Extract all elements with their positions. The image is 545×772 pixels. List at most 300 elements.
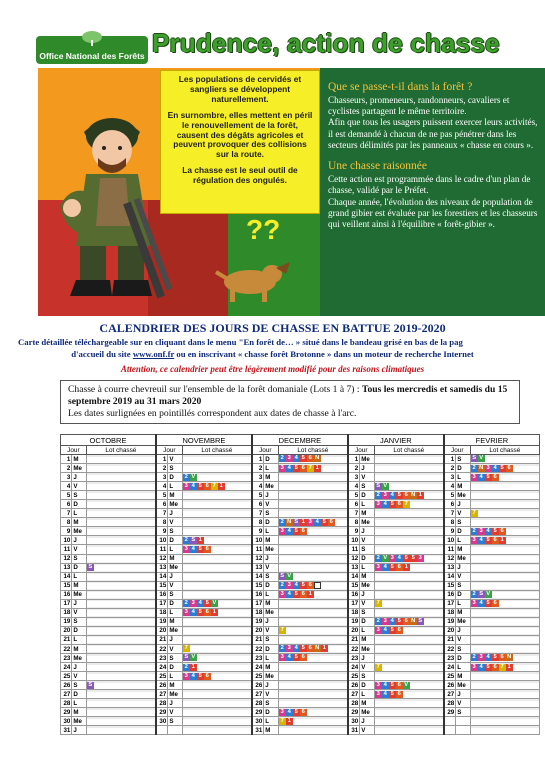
lot-marker: 7 <box>376 663 380 670</box>
lot-cell-group <box>278 482 348 491</box>
day-number: 11 <box>348 545 360 554</box>
day-number: 21 <box>156 635 168 644</box>
lot-marker: 2 <box>280 518 284 525</box>
day-letter: L <box>264 464 278 473</box>
day-number: 21 <box>61 635 72 644</box>
day-number: 1 <box>61 455 72 464</box>
day-letter: V <box>168 581 182 590</box>
day-number: 29 <box>156 708 168 717</box>
lot-cell-group <box>278 644 348 653</box>
day-number: 15 <box>444 581 456 590</box>
day-number: 28 <box>252 699 264 708</box>
lot-cell-group <box>182 491 252 500</box>
lot-cell-group <box>86 717 156 726</box>
lot-marker: N <box>507 654 512 661</box>
day-letter: S <box>264 635 278 644</box>
lot-marker: 7 <box>500 663 504 670</box>
day-letter: Me <box>360 455 374 464</box>
day-number: 19 <box>61 617 72 626</box>
day-letter: V <box>72 672 86 681</box>
lot-marker: 2 <box>184 663 188 670</box>
day-letter: M <box>360 572 374 581</box>
lot-marker: 4 <box>390 491 394 498</box>
day-letter: Me <box>456 617 470 626</box>
day-number: 11 <box>156 545 168 554</box>
lot-marker: 1 <box>219 482 223 489</box>
lot-marker: S <box>294 518 299 525</box>
day-number: 1 <box>156 455 168 464</box>
lot-marker: 3 <box>280 464 284 471</box>
lot-cell-group <box>86 455 156 464</box>
lot-marker: 3 <box>376 681 380 688</box>
lot-cell-group <box>470 455 539 464</box>
day-letter: S <box>72 554 86 563</box>
day-letter: V <box>72 608 86 617</box>
lot-cell-group <box>182 581 252 590</box>
day-number: 7 <box>61 509 72 518</box>
lot-marker: 3 <box>184 545 188 552</box>
day-number: 12 <box>252 554 264 563</box>
lot-cell-group <box>374 500 444 509</box>
lot-cell-group <box>182 563 252 572</box>
lot-cell-group <box>374 699 444 708</box>
day-letter: J <box>264 617 278 626</box>
day-number: 11 <box>61 545 72 554</box>
day-number: 26 <box>61 681 72 690</box>
day-letter: M <box>360 509 374 518</box>
lot-cell-group <box>182 717 252 726</box>
day-number: 2 <box>156 464 168 473</box>
lot-marker: 3 <box>184 609 188 616</box>
lot-marker: 4 <box>191 609 195 616</box>
lot-cell-group <box>182 509 252 518</box>
lot-marker: V <box>479 455 484 462</box>
lot-cell-group <box>374 635 444 644</box>
calendar-row <box>61 672 540 681</box>
day-number: 2 <box>444 464 456 473</box>
lot-marker: N <box>479 464 484 471</box>
lot-cell-group <box>182 699 252 708</box>
yellow-box-text-1: Les populations de cervidés et sangliers se développent naturellement. <box>178 74 302 104</box>
day-number: 30 <box>61 717 72 726</box>
day-number: 27 <box>444 690 456 699</box>
day-number: 25 <box>444 672 456 681</box>
lot-cell-group <box>374 708 444 717</box>
day-number: 6 <box>444 500 456 509</box>
lot-cell-group <box>278 455 348 464</box>
day-letter: S <box>168 717 182 726</box>
lot-cell-group <box>374 626 444 635</box>
lot-cell-group <box>470 708 539 717</box>
day-number: 9 <box>156 527 168 536</box>
day-number: 2 <box>252 464 264 473</box>
lot-marker: 1 <box>287 717 291 724</box>
day-letter <box>456 726 470 735</box>
day-number: 13 <box>252 563 264 572</box>
calendar-row <box>61 518 540 527</box>
lot-marker: S <box>418 618 423 625</box>
day-letter: M <box>168 681 182 690</box>
lot-marker: 2 <box>472 464 476 471</box>
day-number: 30 <box>348 717 360 726</box>
lot-marker: S <box>184 654 189 661</box>
day-letter: L <box>264 717 278 726</box>
day-number: 18 <box>156 608 168 617</box>
day-letter: L <box>456 599 470 608</box>
day-letter: J <box>72 663 86 672</box>
lot-marker: 3 <box>376 500 380 507</box>
day-number: 3 <box>61 473 72 482</box>
lot-marker: S <box>280 573 285 580</box>
day-number: 9 <box>444 527 456 536</box>
day-letter: J <box>360 717 374 726</box>
day-number: 17 <box>348 599 360 608</box>
lot-marker <box>314 582 321 589</box>
lot-marker: 5 <box>397 491 401 498</box>
day-number: 5 <box>61 491 72 500</box>
day-number: 16 <box>348 590 360 599</box>
day-number: 28 <box>156 699 168 708</box>
lot-cell-group <box>470 626 539 635</box>
lot-cell-group <box>182 644 252 653</box>
day-letter: S <box>456 518 470 527</box>
lot-cell-group <box>470 482 539 491</box>
day-number: 10 <box>252 536 264 545</box>
day-number: 19 <box>444 617 456 626</box>
day-number: 20 <box>61 626 72 635</box>
day-letter: J <box>72 599 86 608</box>
lot-cell-group <box>278 563 348 572</box>
day-number <box>444 726 456 735</box>
info-para-2: Afin que tous les usagers puissent exercer leurs activités, il est demandé à chacun de ne pas pénétrer dans les secteurs délimités par les panneaux « chasse en cours ». <box>328 117 538 150</box>
day-letter: Me <box>264 482 278 491</box>
day-letter: L <box>168 608 182 617</box>
lot-marker: 4 <box>493 464 497 471</box>
lot-marker: 5 <box>301 645 305 652</box>
day-letter: M <box>360 699 374 708</box>
day-letter: V <box>72 482 86 491</box>
lot-marker: 1 <box>212 609 216 616</box>
lot-marker: 5 <box>390 690 394 697</box>
day-letter: Me <box>72 590 86 599</box>
lot-cell-group <box>278 572 348 581</box>
day-letter: J <box>168 635 182 644</box>
lot-marker: S <box>88 681 93 688</box>
jour-header: Jour <box>348 446 374 455</box>
lot-cell-group <box>374 599 444 608</box>
lot-cell-group <box>86 572 156 581</box>
lot-marker: 4 <box>191 545 195 552</box>
lot-cell-group <box>374 681 444 690</box>
day-letter: D <box>168 663 182 672</box>
day-number: 10 <box>348 536 360 545</box>
day-number: 4 <box>252 482 264 491</box>
lot-marker: 4 <box>383 627 387 634</box>
day-number: 12 <box>61 554 72 563</box>
day-letter: S <box>72 491 86 500</box>
day-letter: V <box>456 699 470 708</box>
day-letter: D <box>264 644 278 653</box>
lot-cell-group <box>374 608 444 617</box>
lot-marker: 3 <box>287 582 291 589</box>
calendar-row <box>61 464 540 473</box>
onf-link[interactable]: www.onf.fr <box>132 349 175 359</box>
lot-marker: 6 <box>493 663 497 670</box>
lot-cell-group <box>182 482 252 491</box>
lot-cell-group <box>86 518 156 527</box>
lot-marker: S <box>88 564 93 571</box>
day-number: 23 <box>252 654 264 663</box>
day-number: 31 <box>252 726 264 735</box>
day-number: 24 <box>61 663 72 672</box>
lot-cell-group <box>86 527 156 536</box>
day-letter: L <box>360 626 374 635</box>
jour-header: Jour <box>61 446 87 455</box>
lot-marker: 4 <box>486 527 490 534</box>
day-number: 17 <box>156 599 168 608</box>
lot-marker: 6 <box>493 600 497 607</box>
lot-cell-group <box>182 455 252 464</box>
lot-marker: 4 <box>479 536 483 543</box>
lot-marker: S <box>376 482 381 489</box>
lot-cell-group <box>86 699 156 708</box>
lot-marker: 5 <box>198 672 202 679</box>
lot-cell-group <box>278 491 348 500</box>
lot-marker: 6 <box>404 618 408 625</box>
lot-cell-group <box>278 536 348 545</box>
column-header-row <box>61 446 540 455</box>
day-letter: L <box>264 590 278 599</box>
lot-marker: 5 <box>411 554 415 561</box>
lot-cell-group <box>278 464 348 473</box>
day-letter: J <box>72 536 86 545</box>
lot-marker: 2 <box>472 591 476 598</box>
lot-marker: 2 <box>376 618 380 625</box>
lot-cell-group <box>86 473 156 482</box>
day-number: 12 <box>444 554 456 563</box>
lot-marker: 5 <box>294 464 298 471</box>
day-letter: J <box>168 572 182 581</box>
lot-marker: 6 <box>301 591 305 598</box>
day-number: 12 <box>156 554 168 563</box>
day-letter: V <box>456 509 470 518</box>
lot-marker: 5 <box>486 536 490 543</box>
day-number: 21 <box>348 635 360 644</box>
lot-cell-group <box>374 491 444 500</box>
lot-marker: 3 <box>376 564 380 571</box>
day-number: 11 <box>252 545 264 554</box>
day-letter: J <box>264 681 278 690</box>
lot-marker: 6 <box>397 627 401 634</box>
calendar-row <box>61 654 540 663</box>
hunting-info-box <box>60 380 520 424</box>
lot-cell-group <box>86 635 156 644</box>
day-number: 13 <box>444 563 456 572</box>
jour-header: Jour <box>156 446 182 455</box>
calendar-row <box>61 473 540 482</box>
info-para-1: Chasseurs, promeneurs, randonneurs, cavaliers et cyclistes partagent le même territoire. <box>328 95 510 117</box>
day-number: 8 <box>444 518 456 527</box>
lot-marker: 5 <box>500 464 504 471</box>
month-name-3: JANVIER <box>348 435 444 446</box>
day-number <box>156 726 168 735</box>
calendar-row <box>61 581 540 590</box>
lot-marker: 6 <box>493 536 497 543</box>
lot-marker: 5 <box>294 527 298 534</box>
lot-marker: 6 <box>397 681 401 688</box>
lot-marker: 4 <box>479 600 483 607</box>
lot-marker: 5 <box>301 455 305 462</box>
day-number: 28 <box>348 699 360 708</box>
day-number: 24 <box>252 663 264 672</box>
lot-marker: 5 <box>198 482 202 489</box>
lot-marker: 5 <box>294 654 298 661</box>
day-letter: Me <box>456 681 470 690</box>
day-number: 24 <box>444 663 456 672</box>
day-letter: J <box>72 473 86 482</box>
calendar-row <box>61 608 540 617</box>
day-letter: V <box>360 473 374 482</box>
lot-marker: 1 <box>315 464 319 471</box>
lot-marker: 3 <box>376 627 380 634</box>
day-number: 29 <box>444 708 456 717</box>
lot-cell-group <box>470 536 539 545</box>
calendar-row <box>61 563 540 572</box>
lot-cell-group <box>470 518 539 527</box>
day-letter: M <box>264 599 278 608</box>
lot-marker: 5 <box>390 627 394 634</box>
day-letter: Me <box>72 527 86 536</box>
day-letter: V <box>168 455 182 464</box>
day-letter: S <box>168 654 182 663</box>
lot-header: Lot chassé <box>470 446 539 455</box>
lot-marker: 3 <box>376 690 380 697</box>
lot-marker: V <box>383 554 388 561</box>
lot-marker: 7 <box>212 482 216 489</box>
day-letter: D <box>456 527 470 536</box>
lot-header: Lot chassé <box>374 446 444 455</box>
day-number: 18 <box>252 608 264 617</box>
lot-marker: 3 <box>418 554 422 561</box>
day-letter: D <box>168 536 182 545</box>
day-letter: D <box>264 518 278 527</box>
day-number: 18 <box>61 608 72 617</box>
month-name-2: DECEMBRE <box>252 435 348 446</box>
day-number: 15 <box>61 581 72 590</box>
lot-cell-group <box>374 455 444 464</box>
calendar-subtitle-1: Carte détaillée téléchargeable sur en cliquant dans le menu "En forêt de… » situé dans le bandeau grisé en bas de la pag <box>18 337 463 347</box>
lot-cell-group <box>470 635 539 644</box>
day-letter: S <box>456 581 470 590</box>
day-letter: D <box>264 455 278 464</box>
lot-marker: 4 <box>383 500 387 507</box>
lot-marker: 3 <box>287 645 291 652</box>
lot-header: Lot chassé <box>86 446 156 455</box>
yellow-box-text-2: En surnombre, elles mettent en péril le renouvellement de la forêt, causent des dégâts agricoles et peuvent provoquer des collisions sur la route. <box>167 109 313 160</box>
day-letter: J <box>360 654 374 663</box>
day-number: 27 <box>156 690 168 699</box>
lot-marker: 1 <box>404 564 408 571</box>
day-letter: V <box>72 545 86 554</box>
lot-marker: S <box>472 455 477 462</box>
lot-cell-group <box>278 654 348 663</box>
day-number: 22 <box>61 644 72 653</box>
lot-cell-group <box>374 672 444 681</box>
subtitle-2-end: ou en inscrivant « chasse forêt Brotonne » dans un moteur de recherche Internet <box>174 349 474 359</box>
lot-cell-group <box>86 464 156 473</box>
day-letter: D <box>360 491 374 500</box>
lot-cell-group <box>374 717 444 726</box>
day-letter: M <box>456 545 470 554</box>
lot-cell-group <box>470 545 539 554</box>
lot-cell-group <box>470 663 539 672</box>
day-number: 6 <box>348 500 360 509</box>
lot-cell-group <box>182 473 252 482</box>
lot-marker: 6 <box>500 654 504 661</box>
lot-marker: 6 <box>205 609 209 616</box>
lot-cell-group <box>86 545 156 554</box>
day-letter: Me <box>72 464 86 473</box>
lot-cell-group <box>86 617 156 626</box>
day-letter: J <box>360 464 374 473</box>
lot-marker: 4 <box>294 455 298 462</box>
lot-marker: 1 <box>198 536 202 543</box>
lot-marker: 5 <box>404 554 408 561</box>
day-letter: D <box>456 590 470 599</box>
day-number: 13 <box>348 563 360 572</box>
day-letter: S <box>456 708 470 717</box>
lot-marker: 6 <box>308 455 312 462</box>
day-number: 31 <box>61 726 72 735</box>
day-letter: L <box>168 545 182 554</box>
lot-marker: 3 <box>184 482 188 489</box>
lot-marker: 5 <box>301 582 305 589</box>
day-number: 8 <box>61 518 72 527</box>
day-letter: D <box>72 626 86 635</box>
day-number: 14 <box>156 572 168 581</box>
lot-marker: V <box>383 482 388 489</box>
day-number: 20 <box>348 626 360 635</box>
lot-marker: 6 <box>404 491 408 498</box>
day-number <box>444 717 456 726</box>
day-number: 10 <box>444 536 456 545</box>
lot-marker: 4 <box>198 600 202 607</box>
day-number: 4 <box>156 482 168 491</box>
lot-cell-group <box>470 590 539 599</box>
lot-cell-group <box>86 581 156 590</box>
lot-cell-group <box>86 644 156 653</box>
day-number: 1 <box>348 455 360 464</box>
day-letter: M <box>456 672 470 681</box>
info-column <box>328 80 542 238</box>
day-number: 3 <box>156 473 168 482</box>
lot-cell-group <box>86 608 156 617</box>
lot-cell-group <box>86 590 156 599</box>
day-letter: S <box>456 455 470 464</box>
day-letter: L <box>72 699 86 708</box>
day-letter: M <box>360 635 374 644</box>
lot-cell-group <box>470 572 539 581</box>
day-number: 27 <box>61 690 72 699</box>
lot-cell-group <box>278 545 348 554</box>
lot-cell-group <box>470 581 539 590</box>
lot-marker: 6 <box>301 708 305 715</box>
lot-marker: 6 <box>493 473 497 480</box>
day-letter: V <box>264 500 278 509</box>
page-title: Prudence, action de chasse <box>152 28 500 58</box>
day-letter: L <box>360 690 374 699</box>
day-letter: M <box>72 644 86 653</box>
